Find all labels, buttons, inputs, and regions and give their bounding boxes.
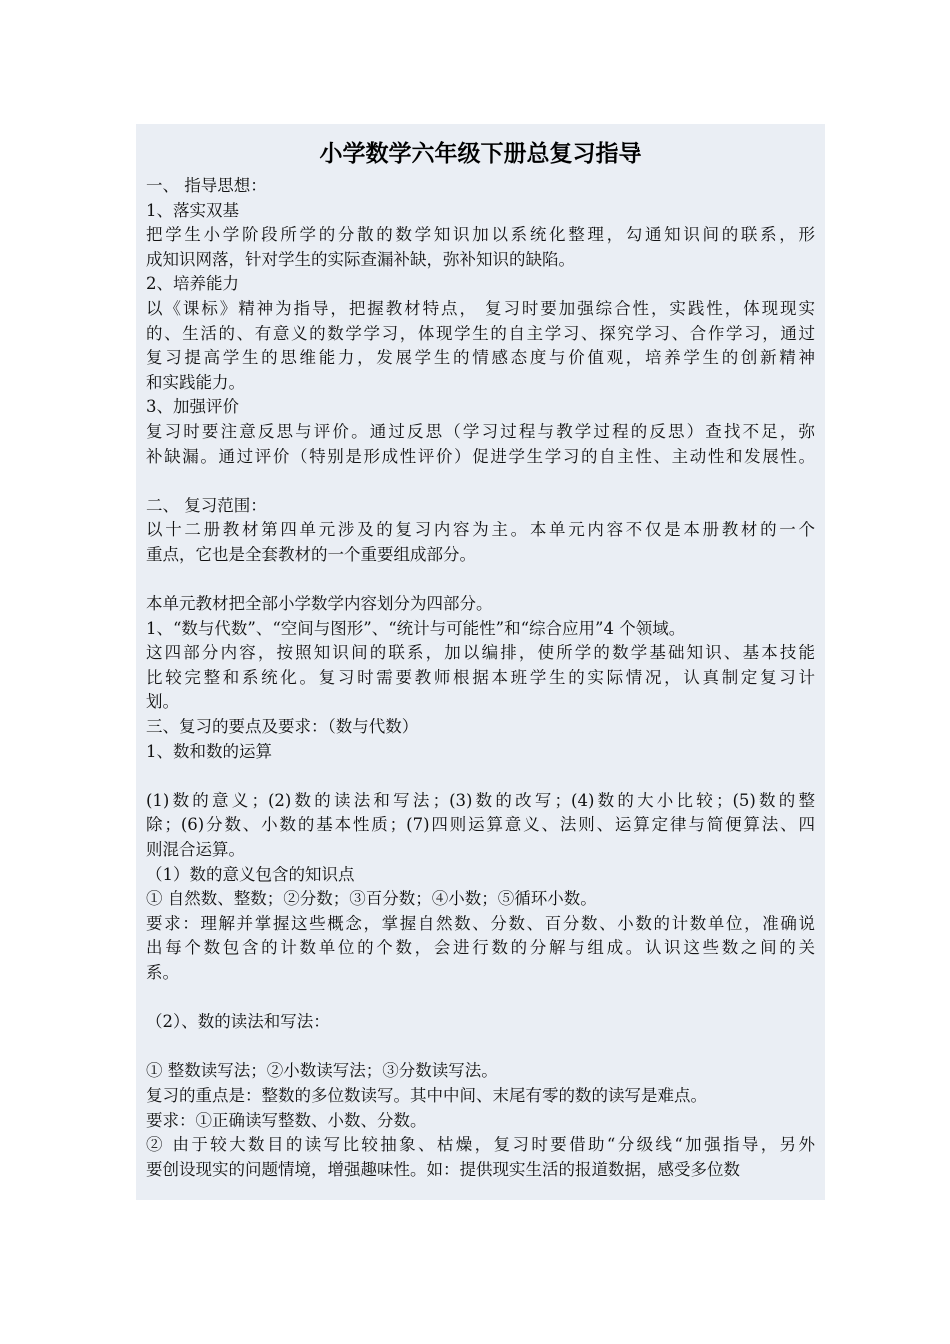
text-line: 二、 复习范围： [146,495,267,515]
blank-line [146,568,815,593]
text-line: 复习时要注意反思与评价。通过反思（学习过程与教学过程的反思）查找不足，弥 [146,421,815,441]
text-line: 把学生小学阶段所学的分散的数学知识加以系统化整理，勾通知识间的联系，形 [146,225,815,245]
blank-line [146,1035,815,1060]
text-line: 补缺漏。通过评价（特别是形成性评价）促进学生学习的自主性、主动性和发展性。 [146,446,815,466]
text-line: 以《课标》精神为指导，把握教材特点， 复习时要加强综合性，实践性，体现现实 [146,298,815,318]
text-line: ① 自然数、整数；②分数；③百分数；④小数；⑤循环小数。 [146,889,597,909]
document-body [136,174,825,1182]
text-line: 出每个数包含的计数单位的个数，会进行数的分解与组成。认识这些数之间的关 [146,938,815,958]
document-title: 小学数学六年级下册总复习指导 [319,140,642,167]
text-line: 1、数和数的运算 [146,741,272,761]
text-line: 和实践能力。 [146,372,245,392]
text-line: 这四部分内容，按照知识间的联系，加以编排，使所学的数学基础知识、基本技能 [146,643,815,663]
text-line: 成知识网落，针对学生的实际查漏补缺，弥补知识的缺陷。 [146,249,575,269]
text-line: （1）数的意义包含的知识点 [146,864,355,884]
text-line: 则混合运算。 [146,840,245,860]
text-line: 要求：理解并掌握这些概念，掌握自然数、分数、百分数、小数的计数单位，准确说 [146,913,815,933]
blank-line [146,986,815,1011]
text-line: 划。 [146,692,179,712]
text-line: 的、生活的、有意义的数学学习，体现学生的自主学习、探究学习、合作学习，通过 [146,323,815,343]
blank-line [146,764,815,789]
text-line: 一、 指导思想： [146,176,267,195]
text-line: 要求：①正确读写整数、小数、分数。 [146,1110,427,1130]
text-line: 比较完整和系统化。复习时需要教师根据本班学生的实际情况，认真制定复习计 [146,667,815,687]
text-line: 三、复习的要点及要求：（数与代数） [146,717,419,737]
text-line: 系。 [146,963,179,982]
text-line: 复习的重点是：整数的多位数读写。其中中间、末尾有零的数的读写是难点。 [146,1085,707,1105]
text-line: 以十二册教材第四单元涉及的复习内容为主。本单元内容不仅是本册教材的一个 [146,520,815,540]
text-line: 重点，它也是全套教材的一个重要组成部分。 [146,544,476,564]
text-line: （2）、数的读法和写法： [146,1012,330,1032]
text-line: 除；(6)分数、小数的基本性质；(7)四则运算意义、法则、运算定律与简便算法、四 [146,815,815,835]
text-line: ② 由于较大数目的读写比较抽象、枯燥，复习时要借助“分级线“加强指导，另外 [146,1135,815,1155]
text-line: 1、落实双基 [146,200,239,220]
text-line: 1、“数与代数”、“空间与图形”、“统计与可能性”和“综合应用”4 个领域。 [146,618,686,638]
text-line: (1)数的意义；(2)数的读法和写法；(3)数的改写；(4)数的大小比较；(5)数的整 [146,790,815,810]
text-line: 2、培养能力 [146,274,239,294]
text-line: 要创设现实的问题情境，增强趣味性。如：提供现实生活的报道数据，感受多位数 [146,1159,740,1179]
text-line: 复习提高学生的思维能力，发展学生的情感态度与价值观，培养学生的创新精神 [146,348,815,368]
text-line: ① 整数读写法；②小数读写法；③分数读写法。 [146,1061,498,1081]
blank-line [146,469,815,494]
text-line: 3、加强评价 [146,397,239,417]
document-page [136,124,825,1200]
text-line: 本单元教材把全部小学数学内容划分为四部分。 [146,594,493,614]
